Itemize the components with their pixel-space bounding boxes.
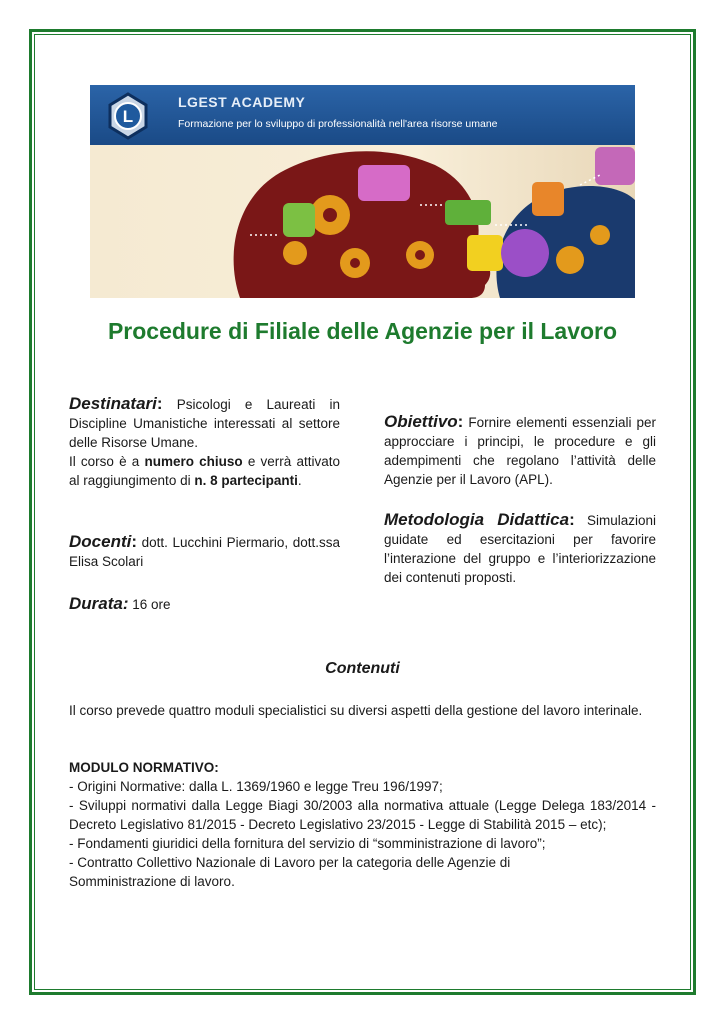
contenuti-intro: Il corso prevede quattro moduli specialistici su diversi aspetti della gestione del lavoro interinale. bbox=[69, 703, 643, 718]
speech-bubble-orange bbox=[532, 182, 564, 216]
speech-bubble-green bbox=[283, 203, 315, 237]
modulo-normativo bbox=[69, 758, 656, 891]
modulo-title: MODULO NORMATIVO: bbox=[69, 760, 219, 775]
speech-bubble-green-2 bbox=[445, 200, 491, 225]
obiettivo-block: Obiettivo: Fornire elementi essenziali per approcciare i principi, le procedure e gli adempimenti che regolano l’attività delle Agenzie per il Lavoro (APL). bbox=[384, 412, 656, 487]
metodologia-block: Metodologia Didattica: Simulazioni guidate ed esercitazioni per favorire l’interazione del gruppo e l’interiorizzazione dei contenuti proposti. bbox=[384, 510, 656, 585]
durata-label: Durata: bbox=[69, 594, 129, 613]
contenuti-title: Contenuti bbox=[325, 660, 400, 677]
destinatari-label: Destinatari bbox=[69, 394, 157, 413]
banner-brand: LGEST ACADEMY bbox=[178, 94, 306, 110]
academy-logo bbox=[110, 94, 146, 138]
durata-text: 16 ore bbox=[132, 597, 171, 612]
obiettivo-text: Fornire elementi essenziali per approcciare i principi, le procedure e gli adempimenti che regolano l’attività delle Agenzie per il Lavoro (APL). bbox=[384, 415, 656, 487]
list-item: - Fondamenti giuridici della fornitura del servizio di “somministrazione di lavoro”; bbox=[69, 836, 546, 851]
list-item: - Origini Normative: dalla L. 1369/1960 e legge Treu 196/1997; bbox=[69, 779, 443, 794]
docenti-label: Docenti bbox=[69, 532, 132, 551]
speech-bubble-pink bbox=[358, 165, 410, 201]
banner-graphic bbox=[90, 85, 635, 298]
speech-bubble-yellow bbox=[467, 235, 503, 271]
numero-chiuso: numero chiuso bbox=[144, 454, 243, 469]
speech-bubble-purple bbox=[501, 229, 549, 277]
destinatari-block: Destinatari: Psicologi e Laureati in Discipline Umanistiche interessati al settore delle Risorse Umane. Il corso è a numero chiuso e verrà attivato al raggiungimento di n. 8 partecipanti. bbox=[69, 394, 340, 488]
banner-image bbox=[90, 85, 635, 298]
speech-bubble-magenta bbox=[595, 147, 635, 185]
banner-tagline: Formazione per lo sviluppo di professionalità nell'area risorse umane bbox=[178, 118, 498, 130]
partecipanti: n. 8 partecipanti bbox=[194, 473, 298, 488]
metodologia-label: Metodologia Didattica bbox=[384, 510, 570, 529]
docenti-block: Docenti: dott. Lucchini Piermario, dott.ssa Elisa Scolari bbox=[69, 532, 340, 569]
list-item: - Contratto Collettivo Nazionale di Lavoro per la categoria delle Agenzie di Somministrazione di lavoro. bbox=[69, 855, 511, 889]
durata-block bbox=[69, 594, 340, 614]
svg-text:L: L bbox=[122, 107, 134, 126]
obiettivo-label: Obiettivo bbox=[384, 412, 458, 431]
metodologia-text: Simulazioni guidate ed esercitazioni per favorire l’interazione del gruppo e l’interiorizzazione dei contenuti proposti. bbox=[384, 513, 656, 585]
destinatari-text: Psicologi e Laureati in Discipline Umanistiche interessati al settore delle Risorse Umane. bbox=[69, 397, 340, 450]
docenti-text: dott. Lucchini Piermario, dott.ssa Elisa Scolari bbox=[69, 535, 340, 569]
page-title: Procedure di Filiale delle Agenzie per il Lavoro bbox=[107, 318, 618, 344]
list-item: - Sviluppi normativi dalla Legge Biagi 30/2003 alla normativa attuale (Legge Delega 183/2014 - Decreto Legislativo 81/2015 - Decreto Legislativo 23/2015 - Legge di Stabilità 2015 – etc); bbox=[69, 798, 656, 832]
